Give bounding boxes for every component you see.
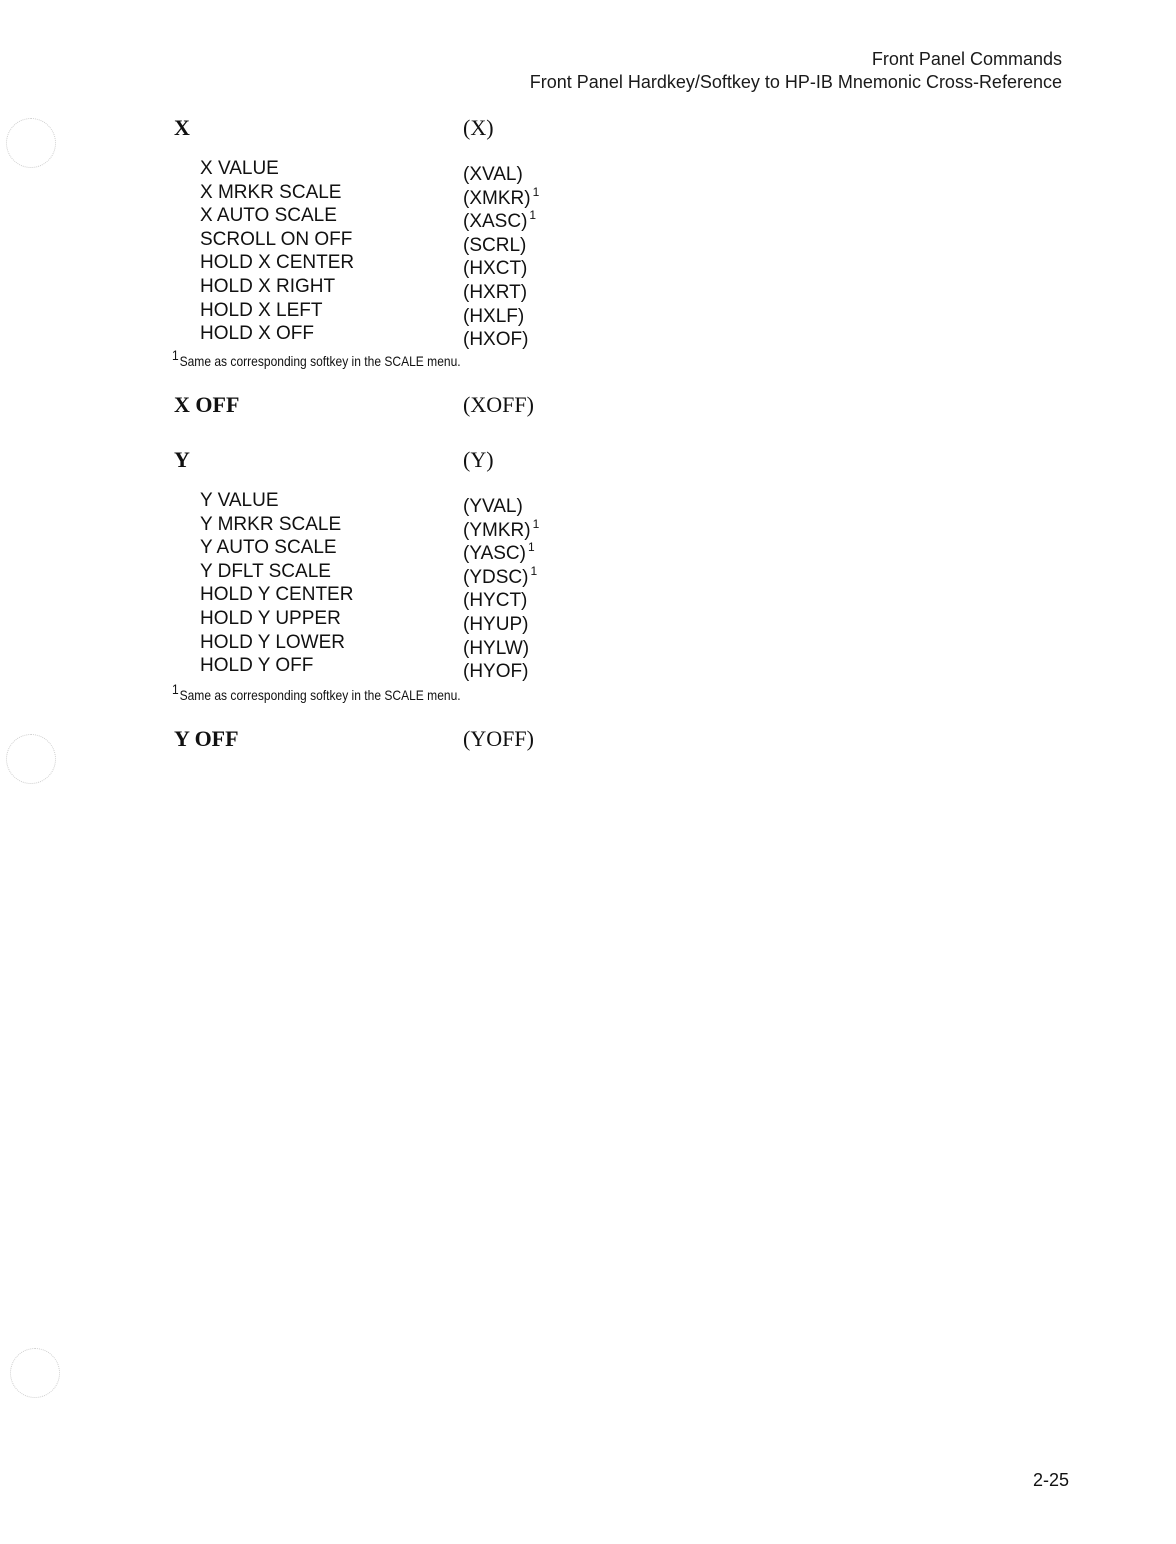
punch-hole: [6, 118, 56, 168]
list-item: [200, 631, 600, 659]
footnote-mark: 1: [172, 347, 179, 363]
mnemonic: (HYCT): [463, 590, 528, 612]
softkey-label: HOLD X LEFT: [200, 299, 323, 321]
list-item: [200, 275, 600, 303]
softkey-label: Y MRKR SCALE: [200, 513, 342, 535]
list-item: [200, 536, 600, 565]
list-item: [200, 157, 600, 185]
list-item: [200, 251, 600, 280]
footnote-ref: 1: [532, 516, 540, 531]
list-item: [200, 322, 600, 351]
mnemonic: (YDSC) $^1$: [463, 563, 538, 588]
mnemonic: (HYLW): [463, 637, 530, 659]
mnemonic: (YVAL): [463, 496, 523, 517]
mnemonic: (XASC) $^1$: [463, 208, 537, 233]
header-section-title: Front Panel Hardkey/Softkey to HP-IB Mnemonic Cross-Reference: [529, 72, 1062, 92]
footnote-ref: 1: [530, 563, 538, 578]
footnote-ref: 1: [532, 184, 540, 199]
mnemonic: (SCRL): [463, 234, 527, 256]
section-title-y: Y: [174, 447, 190, 472]
mnemonic: (HYOF): [463, 661, 529, 683]
softkey-label: HOLD X OFF: [200, 323, 315, 345]
y-entry-list: [200, 489, 600, 683]
section-code-y: (Y): [463, 447, 494, 472]
list-item: [200, 654, 600, 683]
softkey-label: HOLD Y CENTER: [200, 584, 354, 606]
softkey-label: Y VALUE: [200, 490, 279, 511]
section-code-x-off: (XOFF): [463, 392, 534, 417]
softkey-label: HOLD X RIGHT: [200, 275, 336, 297]
softkey-label: HOLD X CENTER: [200, 252, 355, 274]
list-item: [200, 607, 600, 635]
mnemonic: (XMKR) $^1$: [463, 184, 540, 209]
list-item: [200, 513, 600, 541]
section-title-x-off: X OFF: [174, 392, 240, 417]
footnote-mark: 1: [172, 681, 179, 697]
softkey-label: X MRKR SCALE: [200, 181, 342, 203]
running-header: [530, 48, 1062, 94]
softkey-label: Y DFLT SCALE: [200, 560, 331, 582]
mnemonic: (HXOF): [463, 329, 529, 351]
x-entry-list: [200, 157, 600, 351]
softkey-label: HOLD Y LOWER: [200, 631, 346, 653]
mnemonic: (XVAL): [463, 164, 523, 185]
mnemonic: (HYUP): [463, 613, 529, 635]
softkey-label: SCROLL ON OFF: [200, 228, 353, 250]
page-number: 2-25: [1032, 1470, 1069, 1490]
list-item: [200, 228, 600, 256]
softkey-label: X VALUE: [200, 158, 279, 179]
softkey-label: HOLD Y OFF: [200, 655, 314, 677]
section-title-y-off: Y OFF: [174, 726, 239, 751]
mnemonic: (HXLF): [463, 305, 525, 327]
footnote-text: Same as corresponding softkey in the SCALE menu.: [179, 353, 461, 369]
mnemonic: (HXRT): [463, 281, 528, 303]
punch-hole: [6, 734, 56, 784]
footnote-ref: 1: [529, 208, 537, 223]
list-item: [200, 489, 600, 517]
mnemonic: (HXCT): [463, 258, 528, 280]
list-item: [200, 560, 600, 588]
softkey-label: HOLD Y UPPER: [200, 607, 341, 629]
section-code-y-off: (YOFF): [463, 726, 534, 751]
mnemonic: (YASC) $^1$: [463, 540, 535, 565]
list-item: [200, 299, 600, 327]
softkey-label: X AUTO SCALE: [200, 205, 337, 227]
footnote-text: Same as corresponding softkey in the SCALE menu.: [179, 687, 461, 703]
list-item: [200, 204, 600, 233]
softkey-label: Y AUTO SCALE: [200, 537, 337, 559]
header-chapter-title: Front Panel Commands: [871, 49, 1062, 69]
section-code-x: (X): [463, 115, 494, 140]
section-title-x: X: [174, 115, 190, 140]
footnote-ref: 1: [527, 540, 535, 555]
mnemonic: (YMKR) $^1$: [463, 516, 540, 541]
list-item: [200, 181, 600, 209]
footnote-x: [172, 347, 461, 369]
punch-hole: [10, 1348, 60, 1398]
footnote-y: [172, 681, 461, 703]
list-item: [200, 583, 600, 612]
